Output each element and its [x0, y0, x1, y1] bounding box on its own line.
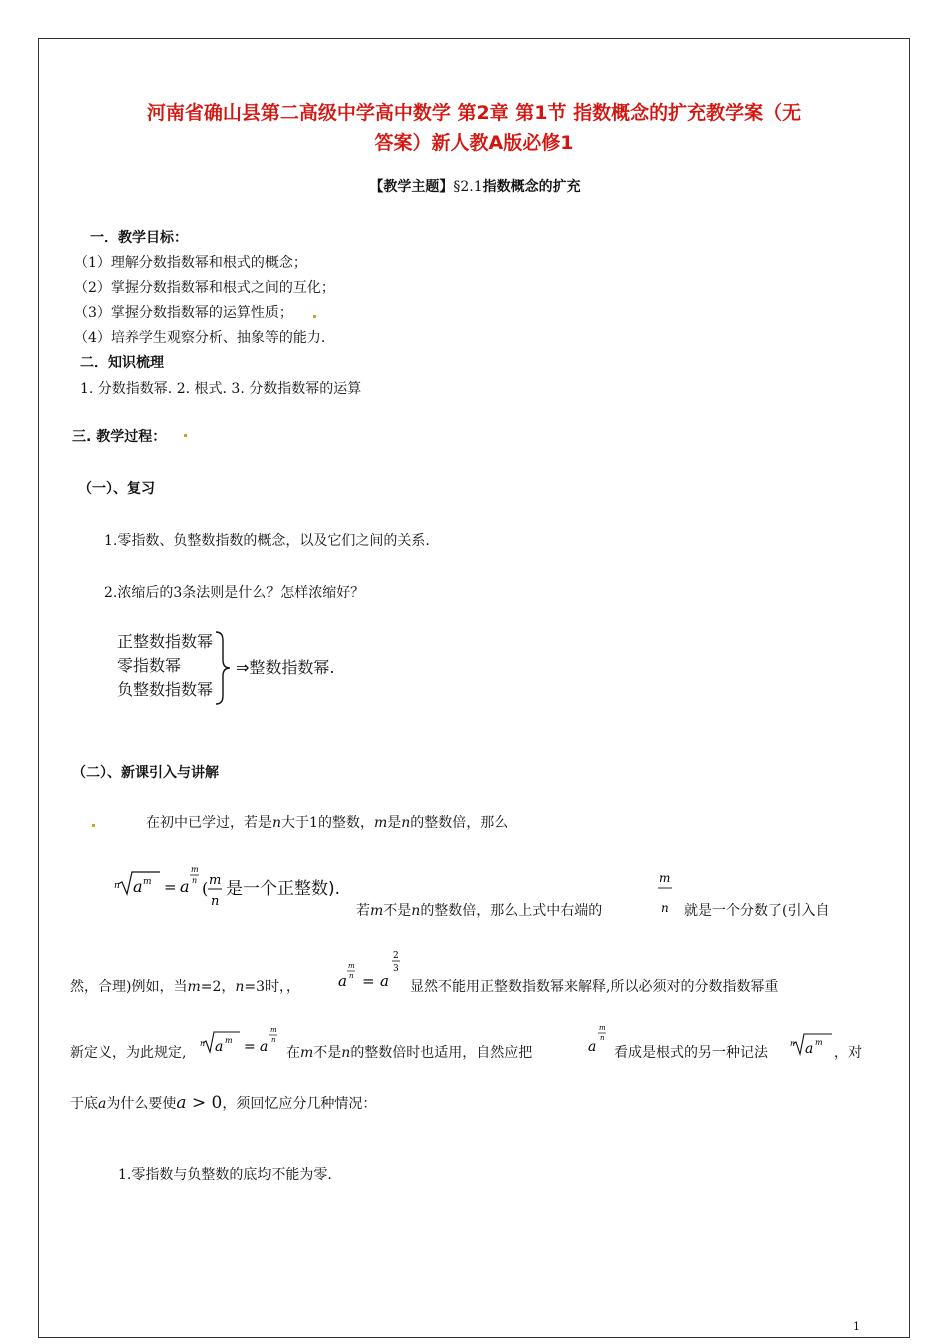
svg-text:n: n: [600, 1034, 605, 1042]
svg-text:n: n: [114, 881, 120, 891]
p2-var-m: m: [370, 903, 384, 919]
new-lesson-heading: （二）、新课引入与讲解: [72, 765, 219, 781]
svg-text:m: m: [599, 1024, 606, 1032]
p2-text-c: 的整数倍，那么上式中右端的: [420, 903, 603, 919]
goal-item-2: （2）掌握分数指数幂和根式之间的互化；: [74, 280, 335, 296]
svg-text:a: a: [260, 1039, 269, 1055]
paragraph-4-mid: [286, 1042, 532, 1062]
implies-arrow-icon: ⇒: [236, 658, 250, 677]
svg-text:a: a: [588, 1039, 597, 1055]
a-greater-than-zero: a: [176, 1093, 187, 1113]
p4-var-m: m: [300, 1045, 314, 1061]
doc-title-line-2: 答案）新人教A版必修1: [374, 132, 574, 154]
yellow-dot-mark: [313, 315, 316, 318]
paragraph-4-end: ，对: [834, 1045, 862, 1061]
page-number: 1: [853, 1320, 860, 1333]
paragraph-5: [70, 1093, 376, 1113]
p4-var-n: n: [341, 1045, 351, 1061]
p3-var-n: n: [235, 979, 245, 995]
svg-text:2: 2: [393, 951, 399, 961]
definition-formula: [200, 1024, 286, 1060]
p3-text-c: =3时，，: [244, 979, 301, 995]
p5-text-c: ，须回忆应分几种情况：: [222, 1096, 377, 1112]
goal-item-1: （1）理解分数指数幂和根式的概念；: [74, 255, 307, 271]
a-power-m-over-n: [586, 1018, 614, 1058]
svg-text:m: m: [143, 877, 152, 887]
brace-figure: [117, 630, 213, 702]
review-question-2: 2.浓缩后的3条法则是什么？怎样浓缩好？: [104, 585, 365, 601]
review-question-1: 1.零指数、负整数指数的概念，以及它们之间的关系.: [104, 533, 430, 549]
paragraph-2: [356, 900, 602, 920]
p3-text-b: =2，: [200, 979, 236, 995]
topic-label: 【教学主题】: [369, 179, 454, 195]
p5-text-a: 于底: [70, 1096, 98, 1112]
p4-text-b: 在: [286, 1045, 300, 1061]
case-1: 1.零指数与负整数的底均不能为零.: [118, 1167, 332, 1183]
svg-text:a: a: [180, 877, 190, 896]
svg-text:=: =: [164, 878, 177, 896]
topic-section: §2.1: [453, 179, 483, 195]
svg-text:n: n: [661, 901, 669, 915]
yellow-dot-mark: [92, 824, 95, 827]
p1-var-n: n: [272, 815, 282, 831]
svg-text:(: (: [202, 879, 209, 898]
p3-text-a: 然，合理)例如，当: [70, 979, 188, 995]
svg-text:a: a: [338, 972, 347, 990]
greater-than-zero: > 0: [186, 1093, 223, 1113]
paragraph-4-text-e: 看成是根式的另一种记法: [614, 1045, 768, 1061]
svg-text:a: a: [805, 1041, 814, 1057]
brace-line-2: 零指数幂: [117, 656, 182, 675]
svg-text:m: m: [225, 1036, 233, 1045]
brace-result-text: 整数指数幂.: [249, 658, 335, 677]
nth-root-a-m: [790, 1030, 834, 1060]
p1-text-d: 的整数倍，那么: [410, 815, 509, 831]
p1-var-m: m: [373, 815, 388, 831]
p2-text-b: 不是: [383, 903, 412, 919]
svg-text:m: m: [659, 871, 671, 885]
svg-text:m: m: [348, 962, 355, 970]
p4-text-d: 的整数倍时也适用，自然应把: [350, 1045, 533, 1061]
p2-var-n: n: [411, 903, 421, 919]
teaching-topic: [0, 176, 950, 196]
p4-text-c: 不是: [313, 1045, 342, 1061]
process-heading: 三. 教学过程：: [72, 429, 167, 445]
brace-line-3: 负整数指数幂: [117, 680, 214, 699]
paragraph-1: [146, 812, 508, 832]
svg-text:=: =: [362, 972, 375, 990]
p5-var-a: a: [98, 1096, 107, 1112]
svg-text:n: n: [271, 1036, 276, 1044]
svg-text:a: a: [215, 1039, 224, 1055]
svg-text:m: m: [270, 1026, 277, 1034]
svg-text:a: a: [133, 877, 143, 896]
formula-note: 是一个正整数).: [226, 879, 341, 899]
svg-text:n: n: [790, 1039, 796, 1048]
svg-text:3: 3: [393, 964, 399, 974]
paragraph-4-start: 新定义，为此规定,: [70, 1045, 187, 1061]
goal-item-3: （3）掌握分数指数幂的运算性质；: [74, 305, 293, 321]
example-a-power-formula: [336, 946, 410, 994]
p1-text-b: 大于1的整数，: [281, 815, 374, 831]
knowledge-heading: 二．知识梳理: [80, 355, 164, 371]
paragraph-3: [70, 976, 300, 996]
p3-var-m: m: [187, 979, 201, 995]
svg-text:a: a: [380, 972, 389, 990]
review-heading: （一）、复习: [78, 481, 155, 497]
svg-text:n: n: [349, 972, 354, 980]
svg-text:n: n: [200, 1039, 206, 1048]
p1-text-a: 在初中已学过，若是: [146, 815, 272, 831]
p1-text-c: 是: [387, 815, 402, 831]
yellow-dot-mark: [184, 434, 187, 437]
knowledge-line: 1. 分数指数幂. 2. 根式. 3. 分数指数幂的运算: [80, 381, 362, 397]
goals-heading: 一．教学目标：: [90, 230, 188, 246]
svg-text:m: m: [815, 1038, 823, 1047]
topic-name: 指数概念的扩充: [482, 179, 581, 195]
p5-text-b: 为什么要使: [106, 1096, 177, 1112]
svg-text:n: n: [211, 894, 220, 909]
svg-text:=: =: [244, 1039, 256, 1055]
brace-line-1: 正整数指数幂: [117, 632, 214, 651]
p1-var-n2: n: [401, 815, 411, 831]
goal-item-4: （4）培养学生观察分析、抽象等的能力.: [74, 330, 326, 346]
paragraph-3-end: 显然不能用正整数指数幂来解释,所以必须对的分数指数幂重: [410, 979, 779, 995]
svg-text:n: n: [192, 876, 198, 885]
curly-brace-icon: [213, 630, 233, 706]
doc-title-line-1: 河南省确山县第二高级中学高中数学 第2章 第1节 指数概念的扩充教学案（无: [146, 102, 802, 124]
p2-text-a: 若: [356, 903, 370, 919]
svg-text:m: m: [191, 865, 199, 874]
brace-result: [236, 656, 335, 680]
svg-text:m: m: [209, 873, 222, 888]
paragraph-2-end: 就是一个分数了(引入自: [684, 903, 830, 919]
fraction-m-over-n: [656, 868, 678, 918]
